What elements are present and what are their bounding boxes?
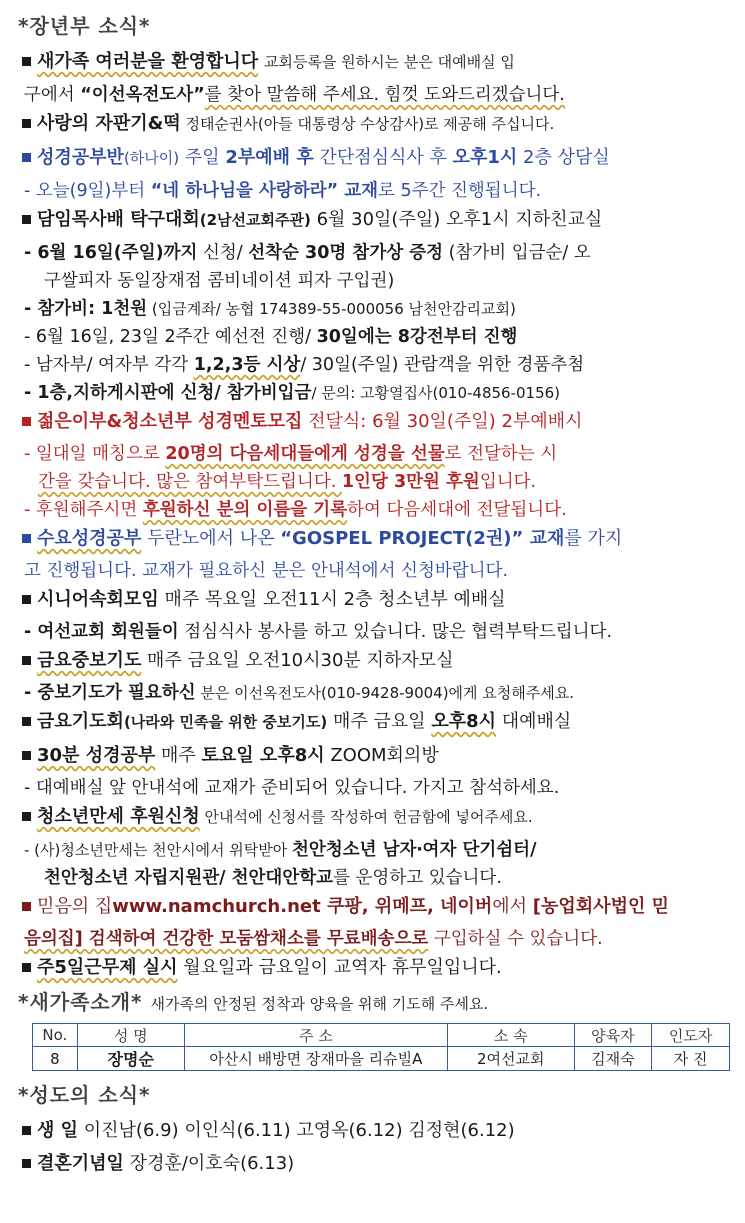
item-faith-house: 믿음의 집www.namchurch.net 쿠팡, 위메프, 네이버에서 [농업회사법인 믿 음의집] 검색하여 건강한 모둠쌈채소를 무료배송으로 구입하실 수 있습니다.: [24, 896, 670, 949]
item-wednesday-study: 수요성경공부 두란노에서 나온 “GOSPEL PROJECT(2권)” 교재를 가지 고 진행됩니다. 교재가 필요하신 분은 안내석에서 신청바랍니다.: [24, 528, 623, 581]
bullet-icon: [22, 1126, 31, 1135]
bullet-icon: [22, 1159, 31, 1168]
item-bible-study: 성경공부반(하나이) 주일 2부예배 후 간단점심식사 후 오후1시 2층 상담실 - 오늘(9일)부터 “네 하나님을 사랑하라” 교재로 5주간 진행됩니다.: [24, 147, 610, 201]
table-row: 8 장명순 아산시 배방면 장재마을 리슈빌A 2여선교회 김재숙 자 진: [33, 1047, 730, 1071]
item-mentor: 젊은이부&청소년부 성경멘토모집 전달식: 6월 30일(주일) 2부예배시 - 일대일 매칭으로 20명의 다음세대들에게 성경을 선물로 전달하는 시 간을 갖습니다. 많은 참여부탁드립니다. 1인당 3만원 후원입니다. - 후원해주시면 후원하신 분의 이름을 기록하여 다음세대에 전달됩니다.: [24, 411, 583, 520]
bullet-icon: [22, 595, 31, 604]
bullet-icon: [22, 656, 31, 665]
bullet-icon: [22, 963, 31, 972]
bullet-icon: [22, 751, 31, 760]
bullet-icon: [22, 153, 31, 162]
bullet-icon: [22, 812, 31, 821]
table-header-row: No. 성 명 주 소 소 속 양육자 인도자: [33, 1024, 730, 1047]
item-pingpong: 담임목사배 탁구대회(2남선교회주관) 6월 30일(주일) 오후1시 지하친교실 - 6월 16일(주일)까지 신청/ 선착순 30명 참가상 증정 (참가비 입금순/ 오 구쌀피자 동일장재점 콤비네이션 피자 구입권) - 참가비: 1천원 (입금계좌/ 농협 174389-55-000056 남천안감리교회) - 6월 16일, 23일 2주간 예선전 진행/ 30일에는 8강전부터 진행 - 남자부/ 여자부 각각 1,2,3등 시상/ 30일(주일) 관람객을 위한 경품추첨 - 1층,지하게시판에 신청/ 참가비입금/ 문의: 고황열집사(010-4856-0156): [24, 209, 603, 403]
bullet-icon: [22, 57, 31, 66]
item-senior-meeting: 시니어속회모임 매주 목요일 오전11시 2층 청소년부 예배실 - 여선교회 회원들이 점심식사 봉사를 하고 있습니다. 많은 협력부탁드립니다.: [24, 589, 613, 642]
item-youth-support: 청소년만세 후원신청 안내석에 신청서를 작성하여 헌금함에 넣어주세요. - (사)청소년만세는 천안시에서 위탁받아 천안청소년 남자‧여자 단기쉼터/ 천안청소년 자립지원관/ 천안대안학교를 운영하고 있습니다.: [24, 806, 537, 888]
item-30min-study: 30분 성경공부 매주 토요일 오후8시 ZOOM회의방 - 대예배실 앞 안내석에 교재가 준비되어 있습니다. 가지고 참석하세요.: [24, 745, 560, 798]
item-friday-prayer: 금요기도회(나라와 민족을 위한 중보기도) 매주 금요일 오후8시 대예배실: [18, 707, 730, 737]
bullet-icon: [22, 215, 31, 224]
item-friday-intercession: 금요중보기도 매주 금요일 오전10시30분 지하자모실 - 중보기도가 필요하신 분은 이선옥전도사(010-9428-9004)에게 요청해주세요.: [24, 650, 575, 703]
item-vending: 사랑의 자판기&떡 정태순권사(아들 대통령상 수상감사)로 제공해 주십니다.: [18, 109, 730, 139]
bullet-icon: [22, 902, 31, 911]
bullet-icon: [22, 417, 31, 426]
item-anniversary: 결혼기념일 장경훈/이호숙(6.13): [18, 1149, 730, 1178]
bulletin-page: [18, 6, 730, 1182]
new-family-table: [32, 1023, 730, 1071]
item-birthdays: 생 일 이진남(6.9) 이인식(6.11) 고영옥(6.12) 김정현(6.12): [18, 1116, 730, 1145]
bullet-icon: [22, 717, 31, 726]
section-title-adult-news: *장년부 소식*: [18, 14, 151, 38]
item-5day-work: 주5일근무제 실시 월요일과 금요일이 교역자 휴무일입니다.: [18, 953, 730, 982]
bullet-icon: [22, 119, 31, 128]
item-new-family: 새가족 여러분을 환영합니다 교회등록을 원하시는 분은 대예배실 입 구에서 “이선옥전도사”를 찾아 말씀해 주세요. 힘껏 도와드리겠습니다.: [24, 51, 565, 105]
bullet-icon: [22, 534, 31, 543]
section-title-members-news: *성도의 소식*: [18, 1083, 151, 1107]
section-title-new-family: *새가족소개* 새가족의 안정된 정착과 양육을 위해 기도해 주세요.: [18, 990, 489, 1014]
